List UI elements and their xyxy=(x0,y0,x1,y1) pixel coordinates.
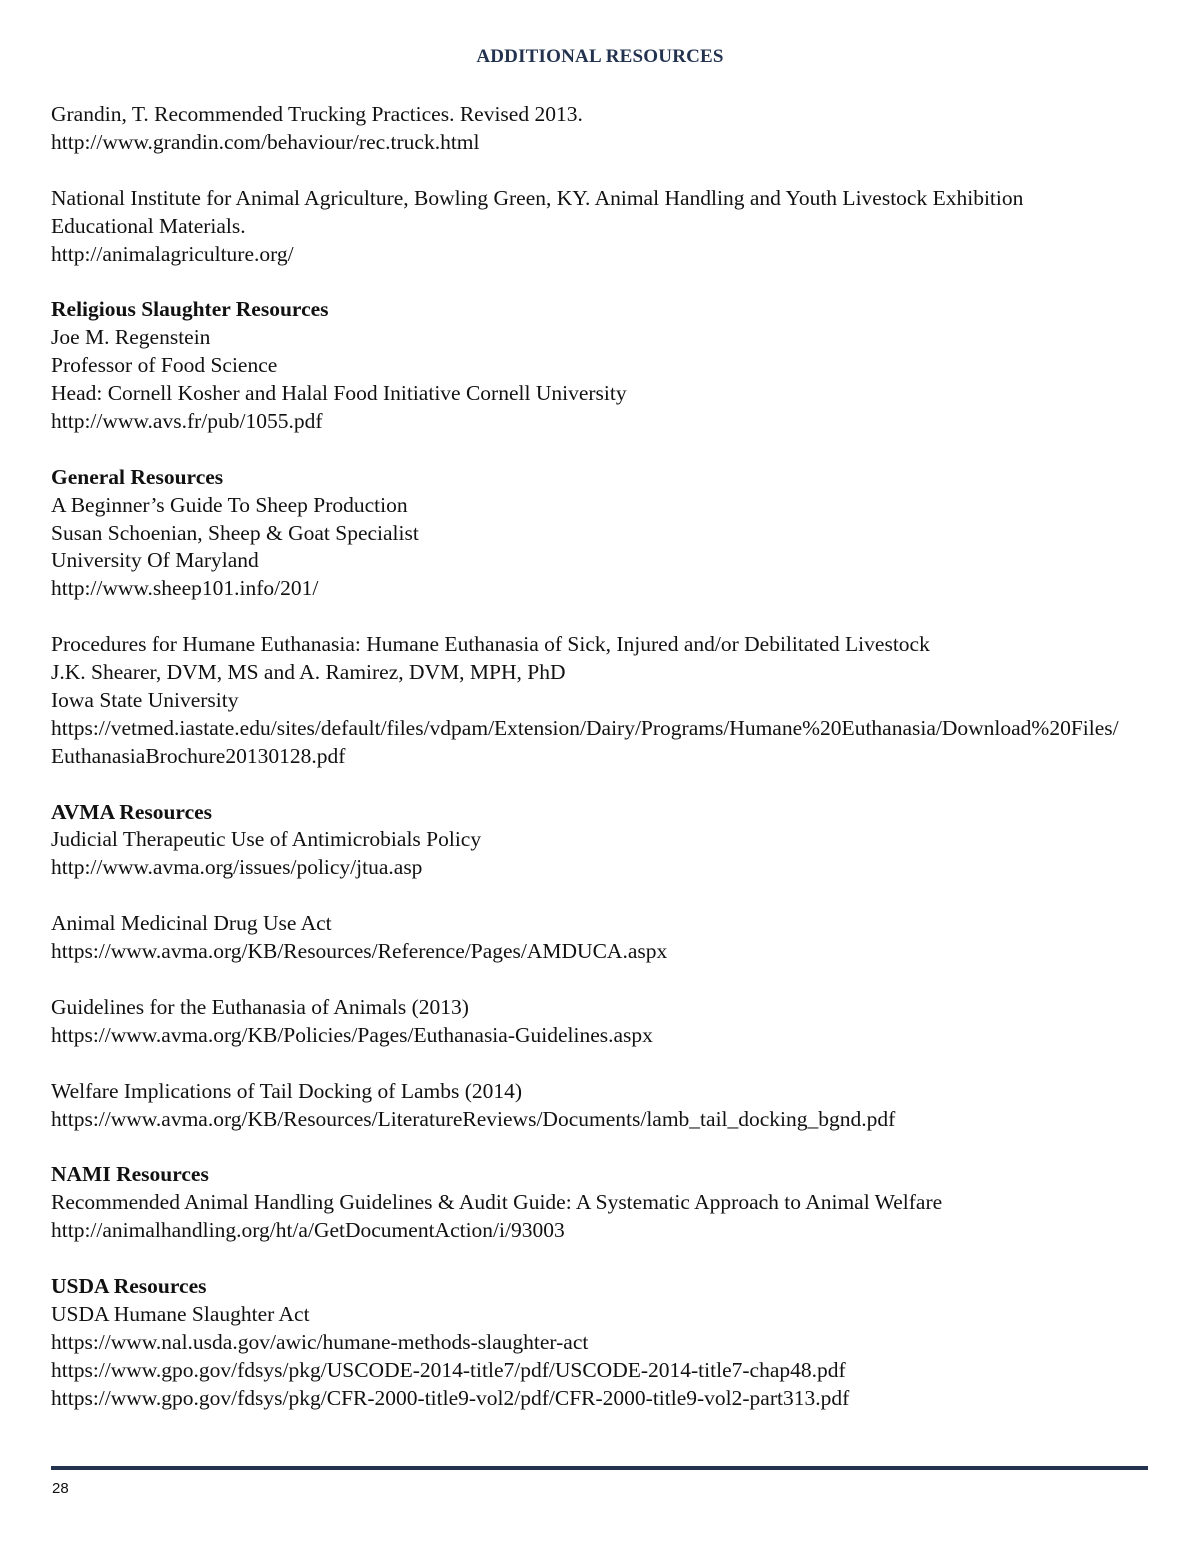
resource-url[interactable]: http://animalhandling.org/ht/a/GetDocumentAction/i/93003 xyxy=(51,1218,565,1243)
footer-divider xyxy=(51,1466,1148,1470)
resource-url[interactable]: http://www.sheep101.info/201/ xyxy=(51,576,319,601)
page-number: 28 xyxy=(52,1480,69,1497)
resource-text: Welfare Implications of Tail Docking of Lambs (2014) xyxy=(51,1078,523,1103)
resource-entry xyxy=(51,1273,1161,1413)
resource-entry xyxy=(51,910,1161,966)
resource-text: Iowa State University xyxy=(51,687,239,712)
resource-url[interactable]: https://www.avma.org/KB/Resources/LiteratureReviews/Documents/lamb_tail_docking_bgnd.pdf xyxy=(51,1106,896,1131)
resource-url[interactable]: https://www.gpo.gov/fdsys/pkg/CFR-2000-title9-vol2/pdf/CFR-2000-title9-vol2-part313.pdf xyxy=(51,1385,850,1410)
resource-text: Educational Materials. xyxy=(51,213,246,238)
resource-text: Susan Schoenian, Sheep & Goat Specialist xyxy=(51,520,419,545)
section-heading: NAMI Resources xyxy=(51,1162,209,1187)
resource-text: A Beginner’s Guide To Sheep Production xyxy=(51,492,408,517)
section-heading: General Resources xyxy=(51,464,224,489)
resource-url[interactable]: https://www.gpo.gov/fdsys/pkg/USCODE-2014-title7/pdf/USCODE-2014-title7-chap48.pdf xyxy=(51,1357,846,1382)
resource-entry xyxy=(51,1078,1161,1134)
section-heading: AVMA Resources xyxy=(51,799,213,824)
resource-text: National Institute for Animal Agriculture, Bowling Green, KY. Animal Handling and Youth Livestock Exhibition xyxy=(51,185,1024,210)
resource-list xyxy=(51,101,1161,1440)
resource-entry xyxy=(51,296,1161,436)
resource-text: Professor of Food Science xyxy=(51,353,278,378)
resource-text: Joe M. Regenstein xyxy=(51,325,211,350)
resource-entry xyxy=(51,631,1161,771)
resource-url[interactable]: http://www.grandin.com/behaviour/rec.truck.html xyxy=(51,129,480,154)
resource-url[interactable]: https://vetmed.iastate.edu/sites/default/files/vdpam/Extension/Dairy/Programs/Humane%20Euthanasia/Download%20Files/ xyxy=(51,715,1119,740)
resource-url[interactable]: https://www.avma.org/KB/Policies/Pages/Euthanasia-Guidelines.aspx xyxy=(51,1022,653,1047)
resource-text: Recommended Animal Handling Guidelines & Audit Guide: A Systematic Approach to Animal Welfare xyxy=(51,1190,943,1215)
resource-entry xyxy=(51,1161,1161,1245)
resource-url[interactable]: http://www.avs.fr/pub/1055.pdf xyxy=(51,408,323,433)
resource-text: Animal Medicinal Drug Use Act xyxy=(51,911,332,936)
section-heading: USDA Resources xyxy=(51,1273,207,1298)
resource-entry xyxy=(51,101,1161,157)
resource-entry xyxy=(51,994,1161,1050)
section-heading: Religious Slaughter Resources xyxy=(51,297,329,322)
resource-text: USDA Humane Slaughter Act xyxy=(51,1301,310,1326)
resource-entry xyxy=(51,799,1161,883)
page-title: ADDITIONAL RESOURCES xyxy=(476,46,724,67)
resource-url[interactable]: EuthanasiaBrochure20130128.pdf xyxy=(51,743,346,768)
resource-text: Head: Cornell Kosher and Halal Food Initiative Cornell University xyxy=(51,381,627,406)
resource-url[interactable]: https://www.avma.org/KB/Resources/Reference/Pages/AMDUCA.aspx xyxy=(51,939,668,964)
resource-text: J.K. Shearer, DVM, MS and A. Ramirez, DVM, MPH, PhD xyxy=(51,660,566,685)
resource-url[interactable]: http://animalagriculture.org/ xyxy=(51,241,294,266)
resource-text: Judicial Therapeutic Use of Antimicrobials Policy xyxy=(51,827,482,852)
resource-entry xyxy=(51,464,1161,604)
resource-text: Procedures for Humane Euthanasia: Humane Euthanasia of Sick, Injured and/or Debilitated Livestock xyxy=(51,632,930,657)
resource-text: Guidelines for the Euthanasia of Animals (2013) xyxy=(51,994,469,1019)
resource-url[interactable]: https://www.nal.usda.gov/awic/humane-methods-slaughter-act xyxy=(51,1329,589,1354)
resource-entry xyxy=(51,185,1161,269)
resource-url[interactable]: http://www.avma.org/issues/policy/jtua.asp xyxy=(51,855,423,880)
resource-text: University Of Maryland xyxy=(51,548,259,573)
resource-text: Grandin, T. Recommended Trucking Practices. Revised 2013. xyxy=(51,102,583,126)
